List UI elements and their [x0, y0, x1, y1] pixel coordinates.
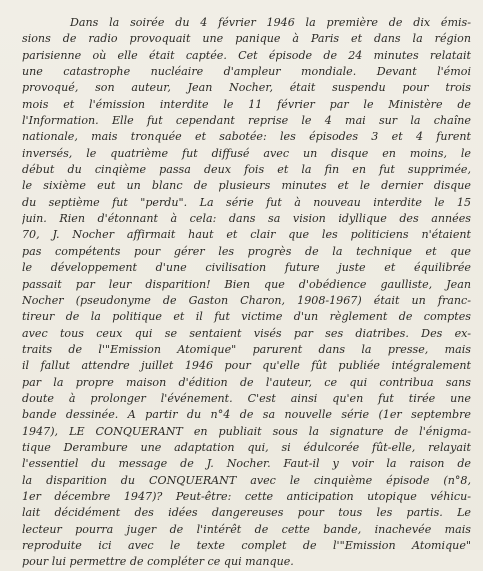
text-line: 1er décembre 1947)? Peut-être: cette anticipation utopique véhicu- [22, 489, 471, 503]
text-line: début du cinqième passa deux fois et la fin en fut supprimée, [22, 163, 471, 177]
text-line: tireur de la politique et il fut victime d'un règlement de comptes [22, 310, 471, 324]
text-line: passait par leur disparition! Bien que d'obédience gaulliste, Jean [22, 277, 471, 291]
text-line: reproduite ici avec le texte complet de l'"Emission Atomique" [22, 539, 471, 552]
text-line: traits de l'"Emission Atomique" parurent dans la presse, mais [22, 342, 471, 356]
text-line: doute à prolonger l'événement. C'est ainsi qu'en fut tirée une [22, 391, 471, 405]
text-line: pas compétents pour gérer les progrès de la technique et que [22, 244, 471, 258]
text-line: parisienne où elle était captée. Cet épisode de 24 minutes relatait [22, 48, 471, 62]
text-line: 1947), LE CONQUERANT en publiait sous la signature de l'énigma- [22, 424, 471, 438]
text-line: bande dessinée. A partir du n°4 de sa nouvelle série (1er septembre [22, 408, 471, 422]
text-line: pour lui permettre de compléter ce qui manque. [22, 555, 294, 569]
text-line: nationale, mais tronquée et sabotée: les épisodes 3 et 4 furent [22, 130, 471, 144]
text-line: le développement d'une civilisation future juste et équilibrée [22, 261, 471, 275]
text-line: la disparition du CONQUERANT avec le cinquième épisode (n°8, [22, 473, 471, 487]
text-line: lecteur pourra juger de l'intérêt de cette bande, inachevée mais [22, 522, 471, 536]
article-paragraph [22, 15, 471, 571]
text-line: une catastrophe nucléaire d'ampleur mondiale. Devant l'émoi [22, 65, 471, 79]
text-line: tique Derambure une adaptation qui, si édulcorée fût-elle, relayait [22, 440, 471, 454]
text-line: Nocher (pseudonyme de Gaston Charon, 1908-1967) était un franc- [22, 293, 471, 307]
text-line: il fallut attendre juillet 1946 pour qu'elle fût publiée intégralement [22, 359, 471, 373]
text-line: 70, J. Nocher affirmait haut et clair que les politiciens n'étaient [22, 228, 471, 242]
text-line: le sixième eut un blanc de plusieurs minutes et le dernier disque [22, 179, 471, 193]
text-line: l'essentiel du message de J. Nocher. Faut-il y voir la raison de [22, 457, 471, 471]
text-line: lait décidément des idées dangereuses pour tous les partis. Le [22, 506, 471, 520]
text-line: provoqué, son auteur, Jean Nocher, était suspendu pour trois [22, 81, 471, 95]
text-line: avec tous ceux qui se sentaient visés par ses diatribes. Des ex- [22, 326, 471, 340]
text-line: sions de radio provoquait une panique à Paris et dans la région [22, 32, 471, 46]
text-line: l'Information. Elle fut cependant reprise le 4 mai sur la chaîne [22, 114, 471, 128]
text-line: mois et l'émission interdite le 11 février par le Ministère de [22, 97, 471, 111]
text-line: inversés, le quatrième fut diffusé avec un disque en moins, le [22, 146, 471, 160]
text-line: par la propre maison d'édition de l'auteur, ce qui contribua sans [22, 375, 471, 389]
text-line: Dans la soirée du 4 février 1946 la première de dix émis- [70, 16, 471, 29]
text-line: juin. Rien d'étonnant à cela: dans sa vision idyllique des années [22, 212, 471, 226]
text-line: du septième fut "perdu". La série fut à nouveau interdite le 15 [22, 195, 471, 209]
